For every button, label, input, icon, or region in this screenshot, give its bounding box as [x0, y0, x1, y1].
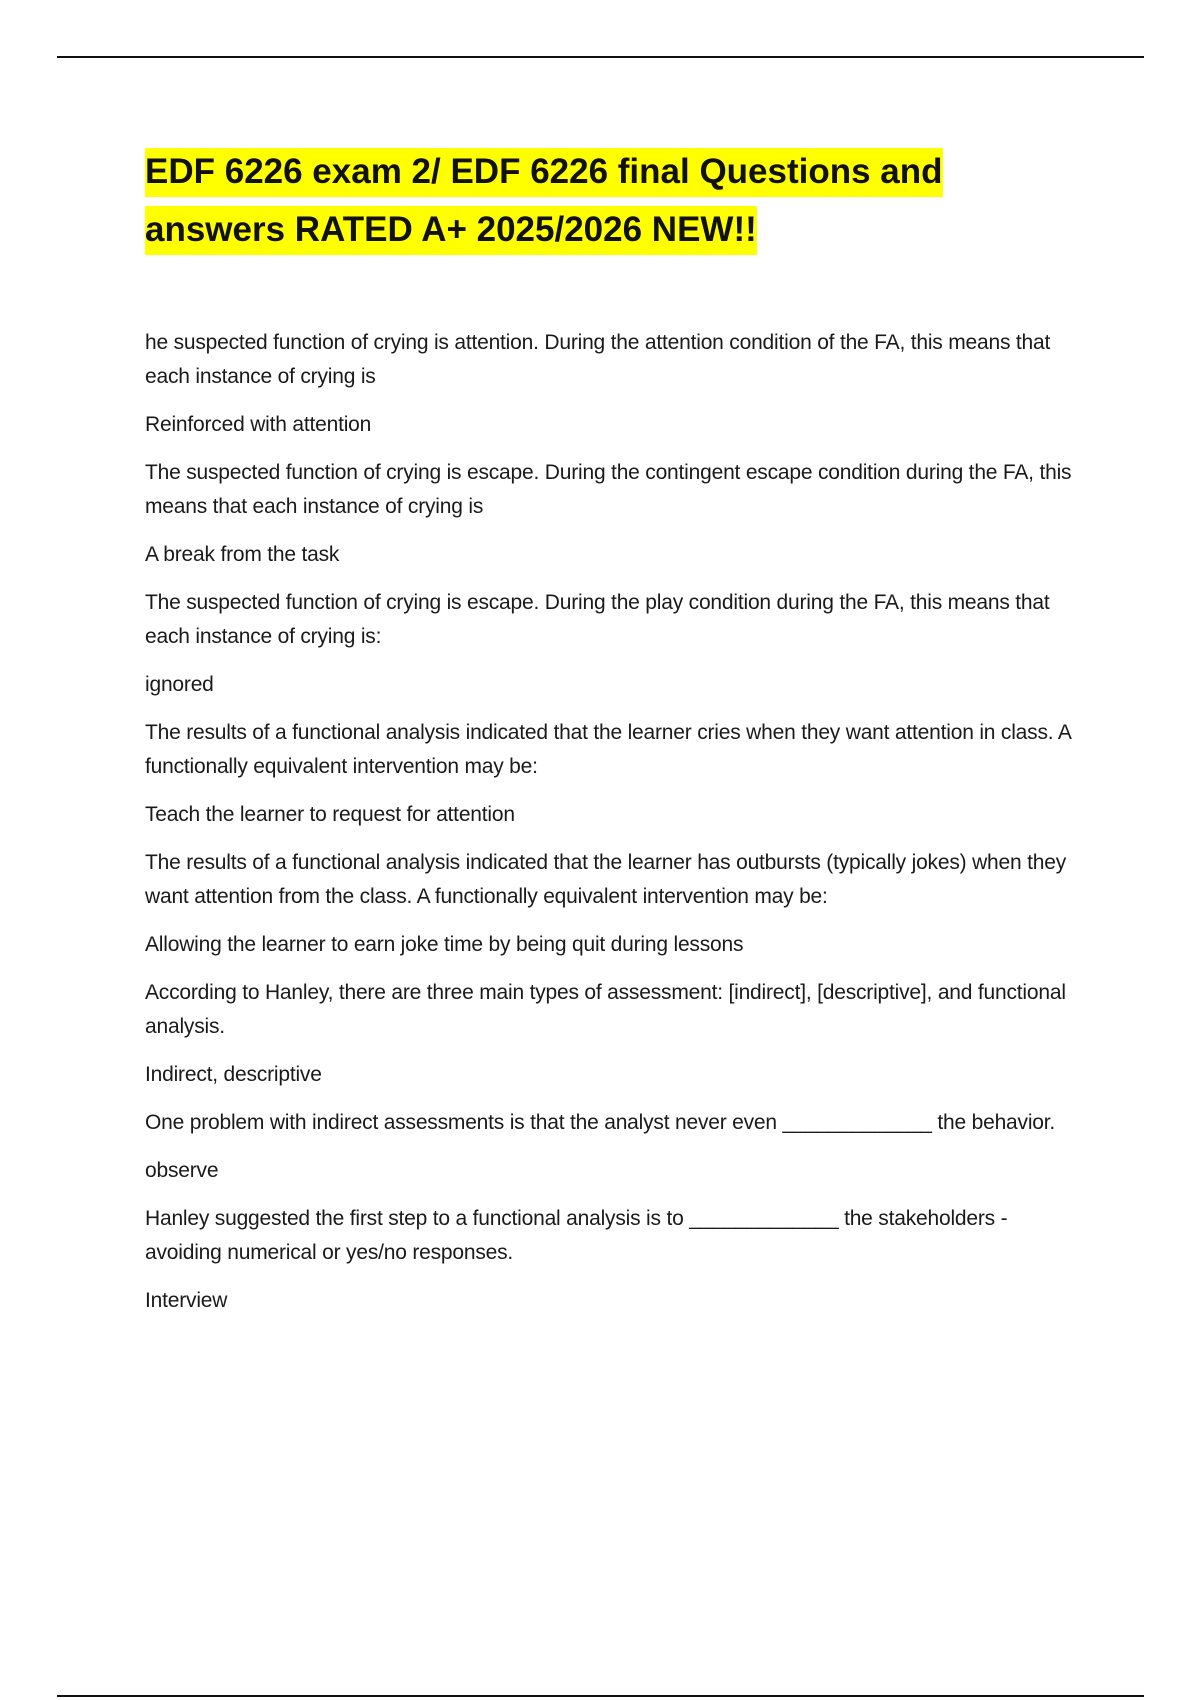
title-line-1: EDF 6226 exam 2/ EDF 6226 final Questions and — [145, 148, 943, 197]
question-text: The results of a functional analysis indicated that the learner has outbursts (typically jokes) when they want attention from the class. A functionally equivalent intervention may be: — [145, 851, 1066, 908]
qa-list — [145, 326, 1085, 1332]
footer-rule — [57, 1695, 1144, 1697]
answer-text: Reinforced with attention — [145, 413, 372, 436]
answer-text: ignored — [145, 673, 214, 696]
document-title — [145, 143, 1045, 259]
header-rule — [57, 56, 1144, 58]
answer-text: A break from the task — [145, 543, 340, 566]
question-text: The suspected function of crying is escape. During the contingent escape condition during the FA, this means that each instance of crying is — [145, 461, 1072, 518]
title-line-2: answers RATED A+ 2025/2026 NEW!! — [145, 206, 757, 255]
answer-text: Teach the learner to request for attention — [145, 803, 515, 826]
answer-text: Indirect, descriptive — [145, 1063, 322, 1086]
answer-text: Interview — [145, 1289, 228, 1312]
question-text: he suspected function of crying is attention. During the attention condition of the FA, this means that each instance of crying is — [145, 331, 1051, 388]
answer-text: observe — [145, 1159, 219, 1182]
question-text: One problem with indirect assessments is that the analyst never even _____________ the behavior. — [145, 1111, 1056, 1134]
question-text: Hanley suggested the first step to a functional analysis is to _____________ the stakeholders - avoiding numerical or yes/no responses. — [145, 1207, 1008, 1264]
question-text: The suspected function of crying is escape. During the play condition during the FA, this means that each instance of crying is: — [145, 591, 1050, 648]
answer-text: Allowing the learner to earn joke time by being quit during lessons — [145, 933, 744, 956]
question-text: According to Hanley, there are three main types of assessment: [indirect], [descriptive], and functional analysis. — [145, 981, 1066, 1038]
question-text: The results of a functional analysis indicated that the learner cries when they want attention in class. A functionally equivalent intervention may be: — [145, 721, 1071, 778]
